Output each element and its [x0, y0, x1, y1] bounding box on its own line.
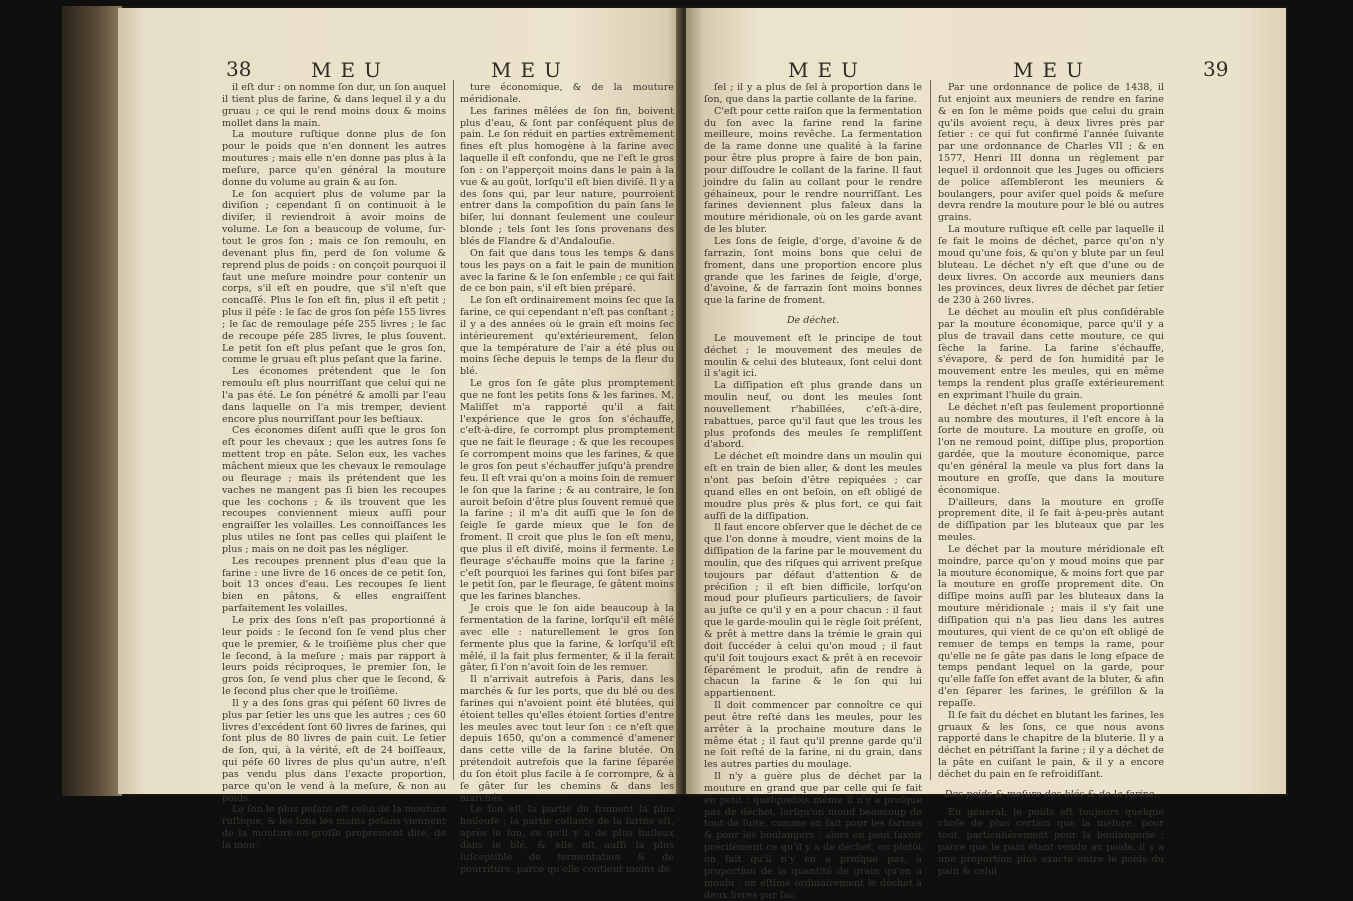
- paragraph: Le ſon le plus peſant eſt celui de la mouture ruſtique, & les ſons les moins peſans viennent de la mouture-en-groſſe proprement dite, de la mou-: [222, 804, 446, 851]
- paragraph: Il ſe fait du déchet en blutant les farines, les gruaux & les ſons, ce que nous avons rapporté dans le chapitre de la bluterie. Il y a déchet en pétriſſant la farine ; il y a déchet de la pâte en cuiſant le pain, & il y a encore déchet du pain en ſe refroidiſſant.: [938, 709, 1164, 780]
- paragraph: Le gros ſon ſe gâte plus promptement que ne font les petits ſons & les farines. M. Maliſſet m'a rapporté qu'il a fait l'expérience que le gros ſon s'échauffe, c'eſt-à-dire, ſe corrompt plus promptement que ne fait le fleurage ; & que les recoupes ſe corrompent moins que les farines, & que le gros ſon peut s'échauffer juſqu'à prendre feu. Il eſt vrai qu'on a moins ſoin de remuer le ſon que la farine ; & au contraire, le ſon auroit beſoin d'être plus ſouvent remué que la farine ; il m'a dit auſſi que le ſon de ſeigle ſe garde mieux que le ſon de froment. Il croit que plus le ſon eſt menu, que plus il eſt diviſé, moins il fermente. Le fleurage s'échauffe moins que la farine ; c'eſt pourquoi les farines qui ſont biſes par le petit ſon, par le fleurage, ſe gâtent moins que les farines blanches.: [460, 378, 674, 603]
- paragraph: ſel ; il y a plus de ſel à proportion dans le ſon, que dans la partie collante de la farine.: [704, 82, 922, 105]
- paragraph: C'eſt pour cette raiſon que la fermentation du ſon avec la farine rend la farine meilleure, moins revêche. La fermentation de la rame donne une qualité à la farine pour être plus propre à faire de bon pain, pour diſſoudre le collant de la farine. Il faut joindre du ſalin au collant pour le rendre géhaineux, pour le rendre nourriſſant. Les farines deviennent plus faleux dans la mouture méridionale, où on les garde avant de les bluter.: [704, 105, 922, 236]
- paragraph: Le ſon eſt ordinairement moins ſec que la farine, ce qui cependant n'eſt pas conſtant ; il y a des années où le grain eſt moins ſec intérieurement qu'extérieurement, ſelon que la température de l'air a été plus ou moins ſèche depuis le temps de la fleur du blé.: [460, 295, 674, 378]
- section-title: Des poids & meſure des blés & de la farine.: [944, 788, 1158, 800]
- page-number: 39: [1203, 57, 1229, 81]
- paragraph: Le déchet n'eſt pas ſeulement proportionné au nombre des moutures, il l'eſt encore à la ſorte de mouture. La mouture en groſſe, où l'on ne remoud point, diſſipe plus, proportion gardée, que la mouture économique, parce qu'en général la meule va plus fort dans la mouture en groſſe, que dans la mouture économique.: [938, 401, 1164, 496]
- paragraph: La mouture ruſtique donne plus de ſon pour le poids que n'en donnent les autres moutures ; mais elle n'en donne pas plus à la meſure, parce qu'en général la mouture donne du volume au grain & au ſon.: [222, 129, 446, 188]
- paragraph: Le mouvement eſt le principe de tout déchet ; le mouvement des meules de moulin & celui des bluteaux, ſont celui dont il s'agit ici.: [704, 332, 922, 380]
- paragraph: Le prix des ſons n'eſt pas proportionné à leur poids : le ſecond ſon ſe vend plus cher que le premier, & le troiſième plus cher que le ſecond, à la meſure ; mais par rapport à leurs poids réciproques, le premier ſon, le gros ſon, ſe vend plus cher que le ſecond, & le ſecond plus cher que le troiſième.: [222, 614, 446, 698]
- paragraph: Les recoupes prennent plus d'eau que la farine : une livre de 16 onces de ce petit ſon, boit 13 onces d'eau. Les recoupes ſe lient bien en pâtons, & elles engraiſſent parfaitement les volailles.: [222, 555, 446, 615]
- paragraph: Le ſon eſt la partie du froment la plus huileuſe ; la partie collante de la farine eſt, après le ſon, ce qu'il y a de plus huileux dans le blé, & elle eſt auſſi la plus ſuſceptible de fermentation & de pourriture, parce qu'elle contient moins de: [460, 804, 674, 875]
- paragraph: La diſſipation eſt plus grande dans un moulin neuf, ou dont les meules ſont nouvellement r'habillées, c'eſt-à-dire, rabattues, parce qu'il faut que les trous les plus profonds des meules ſe rempliſſent d'abord.: [704, 380, 922, 451]
- text-column: [704, 82, 922, 901]
- paragraph: Ces économes diſent auſſi que le gros ſon eſt pour les chevaux ; que les autres ſons ſe mettent trop en pâte. Selon eux, les vaches mâchent mieux que les chevaux le remoulage ou fleurage ; mais ils prétendent que les vaches ne mangent pas ſi bien les recoupes que les cochons ; & ils trouvent que les recoupes conviennent mieux auſſi pour engraiſſer les volailles. Les connoiſſances les plus utiles ne ſont pas celles qui plaiſent le plus ; mais on ne doit pas les négliger.: [222, 425, 446, 555]
- paragraph: ture économique, & de la mouture méridionale.: [460, 82, 674, 105]
- paragraph: Le ſon acquiert plus de volume par la diviſion ; cependant ſi on continuoit à le diviſer, il reviendroit à avoir moins de volume. Le ſon a beaucoup de volume, ſur-tout le gros ſon ; mais ce ſon remoulu, en devenant plus fin, perd de ſon volume & reprend plus de poids : on conçoit pourquoi il faut une meſure moindre pour contenir un corps, s'il eſt en poudre, que s'il n'eſt que concaſſé. Plus le ſon eſt fin, plus il eſt petit ; plus il péſe : le ſac de gros ſon péſe 155 livres ; le ſac de remoulage péſe 255 livres ; le ſac de recoupe péſe 285 livres, le plus ſouvent. Le petit ſon eſt plus peſant que le gros ſon, comme le gruau eſt plus peſant que la farine.: [222, 188, 446, 366]
- paragraph: Les économes prétendent que le ſon remoulu eſt plus nourriſſant que celui qui ne l'a pas été. Le ſon pénétré & amolli par l'eau dans laquelle on l'a mis tremper, devient encore plus nourriſſant pour les beſtiaux.: [222, 366, 446, 425]
- column-rule: [930, 80, 931, 780]
- column-rule: [453, 80, 454, 780]
- paragraph: Je crois que le ſon aide beaucoup à la fermentation de la farine, lorſqu'il eſt mêlé avec elle : naturellement le gros ſon fermente plus que la farine, & lorſqu'il eſt mêlé, il la fait plus fermenter, & il la ferait gâter, ſi l'on n'avoit ſoin de les remuer.: [460, 603, 674, 674]
- page-number: 38: [226, 57, 252, 81]
- paragraph: Il y a des ſons gras qui péſent 60 livres de plus par ſetier les uns que les autres ; ces 60 livres d'excédent ſont 60 livres de farines, qui ſont plus de 80 livres de pain cuit. Le ſetier de ſon, qui, à la vérité, eſt de 24 boiſſeaux, qui péſe 60 livres de plus qu'un autre, n'eſt pas vendu plus dans l'exacte proportion, parce qu'on le vend à la meſure, & non au poids.: [222, 697, 446, 804]
- paragraph: Il n'y a guère plus de déchet par la mouture en grand que par celle qui ſe fait en petit ; quelquefois même il n'y a preſque pas de déchet, lorſqu'on moud beaucoup de tout de ſuite, comme on fait pour les farines & pour les boulangers : alors on peut ſavoir préciſément ce qu'il y a de déchet, ou plutôt on fait qu'il n'y en a preſque pas, à proportion de la quantité de grain qu'on a moulu : on eſtime ordinairement le déchet à deux livres par ſac.: [704, 771, 922, 901]
- text-column: [222, 82, 446, 852]
- paragraph: Par une ordonnance de police de 1438, il fut enjoint aux meuniers de rendre en farine & en ſon le même poids que celui du grain qu'ils avoient reçu, à deux livres près par ſetier : ce qui fut confirmé l'année ſuivante par une ordonnance de Charles VII ; & en 1577, Henri III donna un règlement par lequel il ordonnoit que les Juges ou officiers de police aſſembleront les meuniers & boulangers, pour aviſer quel poids & meſure devra rendre la mouture pour le blé ou autres grains.: [938, 82, 1164, 224]
- paragraph: D'ailleurs, dans la mouture en groſſe proprement dite, il ſe fait à-peu-près autant de diſſipation par les bluteaux que par les meules.: [938, 496, 1164, 544]
- running-header: MEU: [491, 58, 570, 82]
- book-edge: [62, 6, 122, 796]
- left-page: [118, 8, 684, 875]
- paragraph: Le déchet par la mouture méridionale eſt moindre, parce qu'on y moud moins que par la mouture économique, & moins fort que par la mouture en groſſe proprement dite. On diſſipe moins auſſi par les bluteaux dans la mouture méridionale ; mais il s'y fait une diſſipation qui n'a pas lieu dans les autres moutures, qui vient de ce qu'on eſt obligé de remuer de temps en temps la rame, pour qu'elle ne ſe gâte pas dans le long eſpace de temps pendant lequel on la garde, pour qu'elle faſſe ſon effet avant de la bluter, & afin d'en ſéparer les farines, le gréſillon & la repaſſe.: [938, 543, 1164, 709]
- paragraph: En général, le poids eſt toujours quelque choſe de plus certain que la meſure, pour tout, particulièrement pour la boulangerie ; parce que le pain étant vendu au poids, il y a une proportion plus exacte entre le poids du pain & celui: [938, 806, 1164, 877]
- paragraph: Le déchet eſt moindre dans un moulin qui eſt en train de bien aller, & dont les meules n'ont pas beſoin d'être repiquées ; car quand elles en ont beſoin, on eſt obligé de moudre plus près & plus fort, ce qui fait auſſi de la diſſipation.: [704, 451, 922, 522]
- paragraph: Les ſons de ſeigle, d'orge, d'avoine & de farrazin, ſont moins bons que celui de froment, dans une proportion encore plus grande que les farines de ſeigle, d'orge, d'avoine, & de farrazin ſont moins bonnes que la farine de froment.: [704, 235, 922, 307]
- right-page: [686, 8, 1286, 901]
- paragraph: Les farines mêlées de ſon fin, boivent plus d'eau, & ſont par conſéquent plus de pain. Le ſon réduit en parties extrêmement fines eſt plus homogène à la farine avec laquelle il eſt confondu, que ne l'eſt le gros ſon : on l'apperçoit moins dans le pain à la vue & au goût, lorſqu'il eſt bien diviſé. Il y a des ſons qui, par leur nature, pourroient entrer dans la compoſition du pain ſans le biſer, lui donnant ſeulement une couleur blonde ; tels ſont les ſons provenans des blés de Flandre & d'Andalouſie.: [460, 105, 674, 247]
- text-column: [460, 82, 674, 876]
- paragraph: Le déchet au moulin eſt plus conſidérable par la mouture économique, parce qu'il y a plus de travail dans cette mouture, ce qui ſèche la farine. La farine s'échauffe, s'évapore, & perd de ſon humidité par le mouvement entre les meules, qui en même temps la rendent plus graſſe extérieurement en exprimant l'huile du grain.: [938, 307, 1164, 401]
- paragraph: Il n'arrivait autrefois à Paris, dans les marchés & ſur les ports, que du blé ou des farines qui n'avoient point été blutées, qui étoient telles qu'elles étoient ſorties d'entre les meules avec tout leur ſon : ce n'eſt que depuis 1650, qu'on a commencé d'amener dans cette ville de la farine blutée. On prétendoit autrefois que la farine ſéparée du ſon étoit plus facile à ſe corrompre, & à ſe gâter ſur les chemins & dans les marchés.: [460, 674, 674, 804]
- section-title: De déchet.: [786, 315, 840, 327]
- paragraph: La mouture ruſtique eſt celle par laquelle il ſe fait le moins de déchet, parce qu'on n'y moud qu'une fois, & qu'on y blute par un ſeul bluteau. Le déchet n'y eſt que d'une ou de deux livres. On accorde aux meuniers dans les provinces, deux livres de déchet par ſetier de 230 à 260 livres.: [938, 224, 1164, 307]
- text-column: [938, 82, 1164, 878]
- paragraph: il eſt dur : on nomme ſon dur, un ſon auquel il tient plus de farine, & dans lequel il y a du gruau ; ce qui le rend moins doux & moins mollet dans la main.: [222, 82, 446, 129]
- running-header: MEU: [788, 58, 867, 82]
- paragraph: Il doit commencer par connoître ce qui peut être reſté dans les meules, pour les arrêter à la prochaine mouture dans le même état ; il faut qu'il prenne garde qu'il ne ſoit reſté de la farine, ni du grain, dans les autres parties du moulage.: [704, 700, 922, 771]
- paragraph: Il faut encore obſerver que le déchet de ce que l'on donne à moudre, vient moins de la diſſipation de la farine par le mouvement du moulin, que des riſques qui arrivent preſque toujours par défaut d'attention & de préciſion ; il eſt bien difficile, lorſqu'on moud pour pluſieurs particuliers, de ſavoir au juſte ce qu'il y en a pour chacun : il faut que le garde-moulin qui le règle ſoit préſent, & prêt à mettre dans la trémie le grain qui doit ſuccéder à celui qu'on moud ; il faut qu'il ſoit toujours exact & prêt à en recevoir ſéparément le produit, afin de rendre à chacun la farine & le ſon qui lui appartiennent.: [704, 522, 922, 700]
- paragraph: On fait que dans tous les temps & dans tous les pays on a fait le pain de munition avec la farine & le ſon enſemble ; ce qui fait de ce bon pain, s'il eſt bien préparé.: [460, 247, 674, 295]
- running-header: MEU: [311, 58, 390, 82]
- running-header: MEU: [1013, 58, 1092, 82]
